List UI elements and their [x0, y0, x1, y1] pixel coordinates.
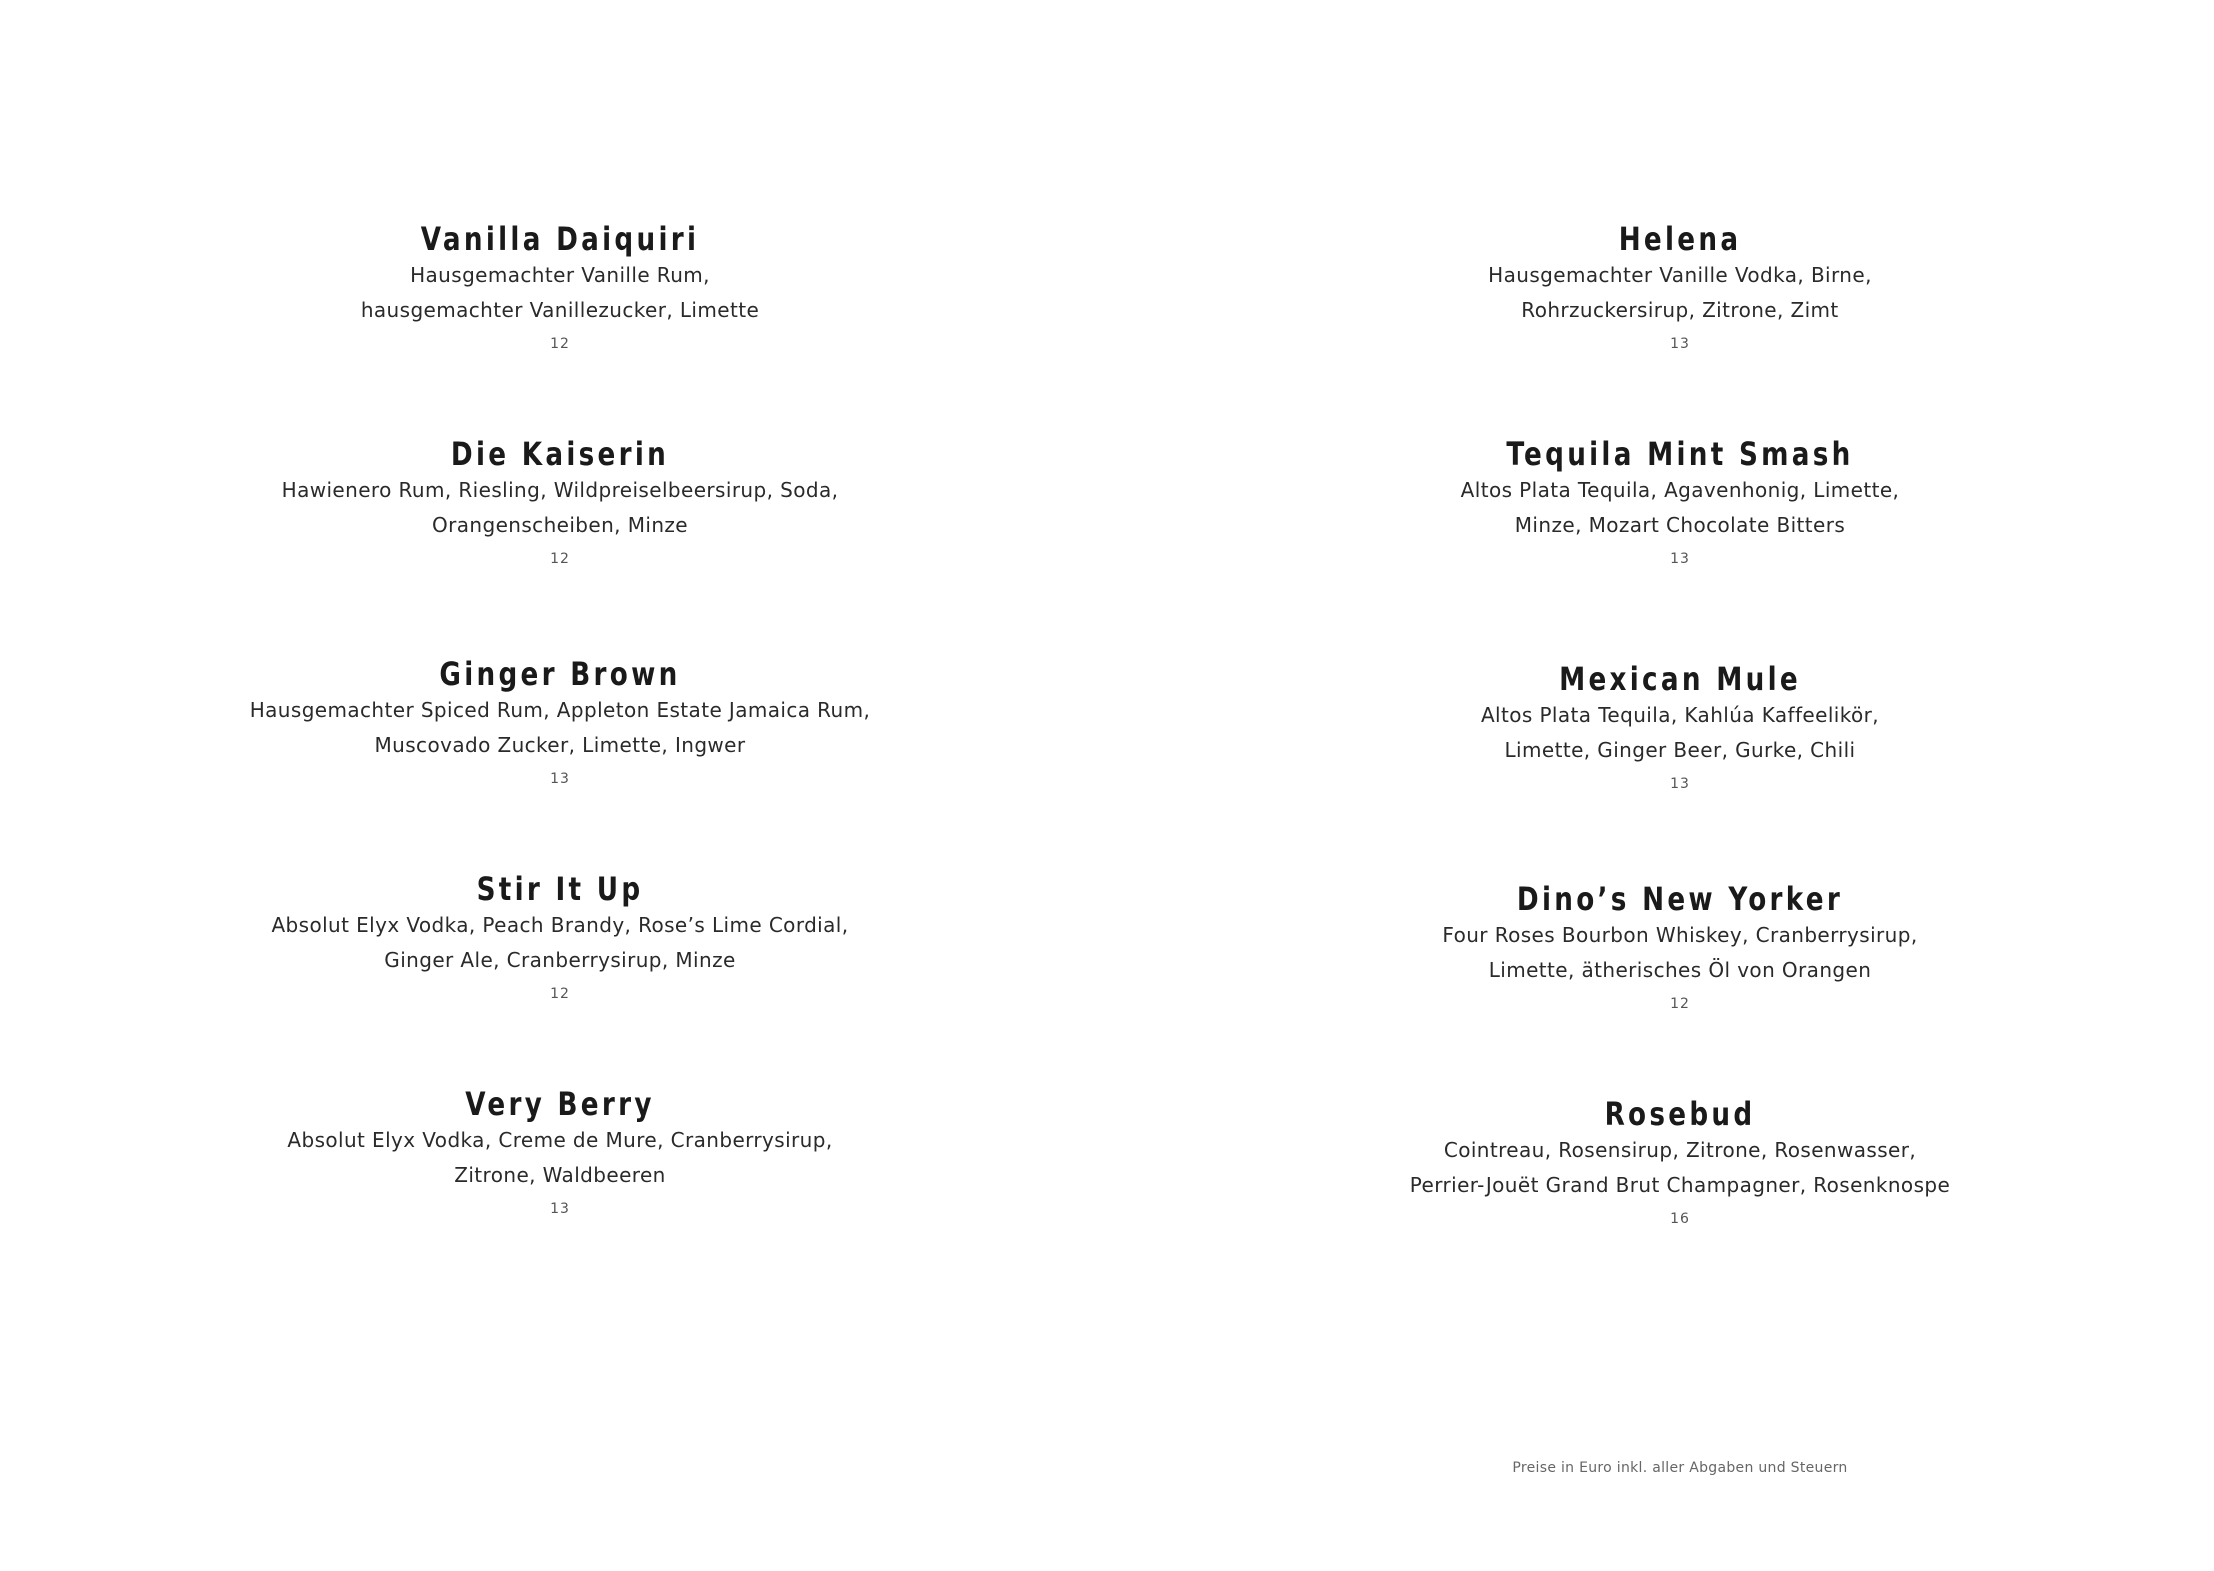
menu-item-description-line-1: Absolut Elyx Vodka, Peach Brandy, Rose’s Lime Cordial, [271, 913, 849, 937]
menu-item-description-line-2: Muscovado Zucker, Limette, Ingwer [374, 733, 746, 757]
menu-item-vanilla-daiquiri [60, 220, 1060, 354]
menu-item-stir-it-up [60, 870, 1060, 1004]
menu-item-name: Die Kaiserin [450, 435, 670, 473]
menu-item-description-line-1: Hausgemachter Spiced Rum, Appleton Estate Jamaica Rum, [249, 698, 871, 722]
menu-item-very-berry [60, 1085, 1060, 1219]
menu-item-description-line-2: Zitrone, Waldbeeren [454, 1163, 666, 1187]
menu-item-name: Stir It Up [476, 870, 644, 908]
menu-item-price: 13 [550, 1201, 570, 1217]
menu-item-description-line-2: Limette, Ginger Beer, Gurke, Chili [1504, 738, 1856, 762]
menu-item-description-line-1: Four Roses Bourbon Whiskey, Cranberrysirup, [1442, 923, 1918, 947]
menu-item-description-line-1: Cointreau, Rosensirup, Zitrone, Rosenwasser, [1443, 1138, 1917, 1162]
menu-item-description-line-1: Hawienero Rum, Riesling, Wildpreiselbeersirup, Soda, [281, 478, 839, 502]
menu-item-description-line-1: Hausgemachter Vanille Vodka, Birne, [1488, 263, 1872, 287]
menu-item-description-line-2: Limette, ätherisches Öl von Orangen [1488, 958, 1872, 982]
menu-column-left [60, 0, 1060, 1571]
price-footnote: Preise in Euro inkl. aller Abgaben und Steuern [1512, 1460, 1848, 1476]
menu-item-price: 12 [550, 551, 570, 567]
menu-item-tequila-mint-smash [1180, 435, 2180, 569]
menu-item-description-line-2: Perrier-Jouët Grand Brut Champagner, Rosenknospe [1409, 1173, 1951, 1197]
menu-item-description-line-1: Altos Plata Tequila, Kahlúa Kaffeelikör, [1480, 703, 1880, 727]
menu-item-price: 16 [1670, 1211, 1690, 1227]
menu-item-mexican-mule [1180, 660, 2180, 794]
menu-item-helena [1180, 220, 2180, 354]
menu-item-description-line-2: Rohrzuckersirup, Zitrone, Zimt [1521, 298, 1839, 322]
menu-item-description-line-1: Absolut Elyx Vodka, Creme de Mure, Cranberrysirup, [287, 1128, 833, 1152]
menu-item-ginger-brown [60, 655, 1060, 789]
menu-item-description-line-2: hausgemachter Vanillezucker, Limette [360, 298, 760, 322]
menu-item-name: Helena [1618, 220, 1742, 258]
menu-item-price: 12 [550, 336, 570, 352]
menu-item-price: 13 [1670, 776, 1690, 792]
menu-item-price: 12 [1670, 996, 1690, 1012]
menu-item-name: Mexican Mule [1559, 660, 1801, 698]
menu-item-description-line-1: Altos Plata Tequila, Agavenhonig, Limette, [1460, 478, 1900, 502]
menu-item-name: Very Berry [465, 1085, 655, 1123]
menu-item-price: 13 [1670, 336, 1690, 352]
menu-item-price: 13 [550, 771, 570, 787]
menu-item-name: Ginger Brown [439, 655, 681, 693]
menu-item-description-line-2: Minze, Mozart Chocolate Bitters [1514, 513, 1846, 537]
menu-item-price: 13 [1670, 551, 1690, 567]
menu-item-description-line-2: Ginger Ale, Cranberrysirup, Minze [384, 948, 736, 972]
menu-item-die-kaiserin [60, 435, 1060, 569]
menu-item-price: 12 [550, 986, 570, 1002]
menu-item-name: Rosebud [1604, 1095, 1756, 1133]
menu-item-rosebud [1180, 1095, 2180, 1229]
menu-item-name: Dino’s New Yorker [1516, 880, 1844, 918]
menu-item-description-line-1: Hausgemachter Vanille Rum, [410, 263, 710, 287]
menu-item-name: Tequila Mint Smash [1506, 435, 1854, 473]
menu-item-name: Vanilla Daiquiri [420, 220, 700, 258]
menu-item-description-line-2: Orangenscheiben, Minze [431, 513, 688, 537]
menu-column-right [1180, 0, 2180, 1571]
menu-item-dinos-new-yorker [1180, 880, 2180, 1014]
